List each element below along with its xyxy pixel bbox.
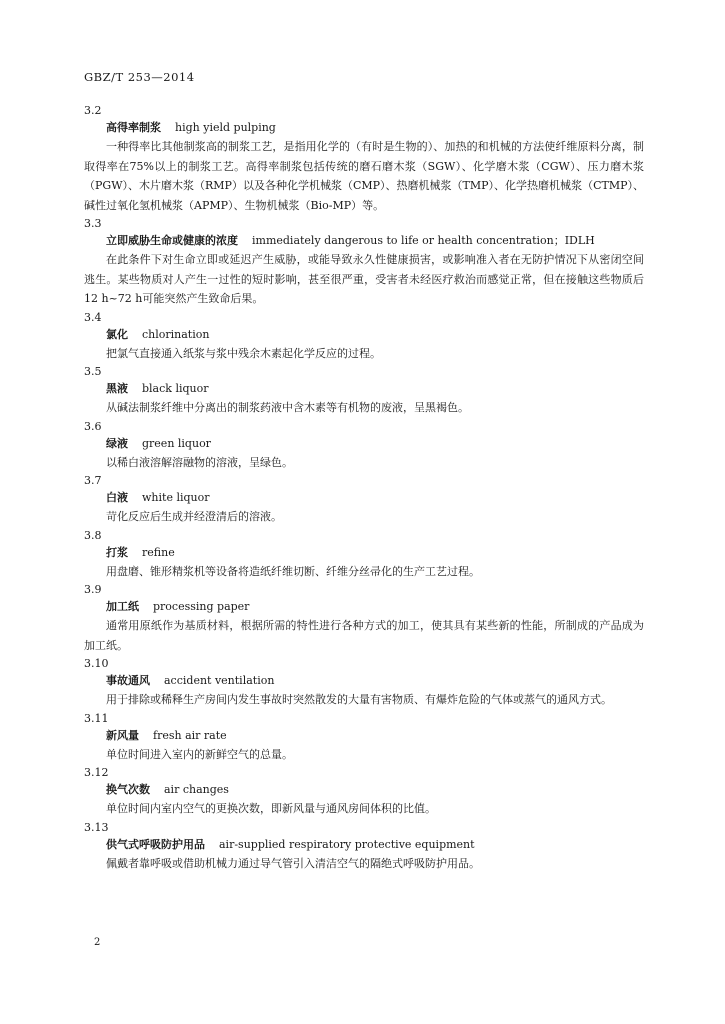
term-chinese: 黑液: [106, 382, 128, 395]
term-definition: 在此条件下对生命立即或延迟产生威胁，或能导致永久性健康损害，或影响准入者在无防护情况下从密闭空间逃生。某些物质对人产生一过性的短时影响，甚至很严重，受害者未经医疗救治而感觉正常，但在接触这些物质后12 h~72 h可能突然产生致命后果。: [84, 253, 644, 305]
definition-entry: [84, 311, 644, 364]
term-chinese: 白液: [106, 491, 128, 504]
clause-number: 3.12: [84, 766, 109, 779]
term-english: green liquor: [142, 436, 211, 450]
standard-id-header: GBZ/T 253—2014: [84, 70, 195, 84]
term-english: air-supplied respiratory protective equipment: [219, 837, 475, 851]
term-english: accident ventilation: [164, 674, 275, 687]
term-definition: 佩戴者靠呼吸或借助机械力通过导气管引入清洁空气的隔绝式呼吸防护用品。: [106, 856, 480, 870]
clause-number: 3.6: [84, 419, 102, 433]
term-definition: 苛化反应后生成并经澄清后的溶液。: [106, 510, 282, 523]
term-definition: 单位时间内室内空气的更换次数，即新风量与通风房间体积的比值。: [106, 802, 436, 815]
definition-entry: [84, 529, 644, 582]
clause-number: 3.10: [84, 657, 109, 670]
term-heading: [84, 436, 644, 453]
definition-entry: [84, 583, 644, 655]
term-english: immediately dangerous to life or health concentration；IDLH: [252, 234, 595, 247]
clause-number: 3.9: [84, 583, 102, 596]
term-heading: [84, 599, 644, 616]
term-heading: [84, 782, 644, 799]
definition-entry: [84, 474, 644, 527]
term-english: chlorination: [142, 327, 210, 341]
definition-entry: [84, 365, 644, 418]
term-english: white liquor: [142, 491, 210, 504]
clause-number: 3.11: [84, 711, 109, 725]
term-heading: [84, 120, 644, 137]
term-definition: 一种得率比其他制浆高的制浆工艺，是指用化学的（有时是生物的）、加热的和机械的方法使纤维原料分离，制取得率在75%以上的制浆工艺。高得率制浆包括传统的磨石磨木浆（SGW）、化学磨木浆（CGW）、压力磨木浆（PGW）、木片磨木浆（RMP）以及各种化学机械浆（CMP）、热磨机械浆（TMP）、化学热磨机械浆（CTMP）、碱性过氧化氢机械浆（APMP）、生物机械浆（Bio-MP）等。: [84, 140, 644, 212]
term-english: fresh air rate: [153, 728, 227, 742]
clause-number: 3.3: [84, 217, 102, 230]
term-heading: [84, 490, 644, 507]
definition-entry: [84, 821, 644, 874]
definition-entry: [84, 104, 644, 215]
clause-number: 3.13: [84, 820, 109, 834]
clause-number: 3.2: [84, 104, 102, 117]
clause-number: 3.5: [84, 365, 102, 378]
term-heading: [84, 673, 644, 690]
term-definition: 以稀白液溶解溶融物的溶液，呈绿色。: [106, 455, 293, 469]
term-english: black liquor: [142, 382, 209, 395]
term-chinese: 打浆: [106, 545, 128, 559]
term-chinese: 绿液: [106, 436, 128, 450]
definitions-list: [84, 104, 644, 875]
definition-entry: [84, 217, 644, 309]
definition-entry: [84, 657, 644, 710]
term-definition: 单位时间进入室内的新鲜空气的总量。: [106, 747, 293, 761]
definition-entry: [84, 712, 644, 765]
term-chinese: 事故通风: [106, 674, 150, 687]
term-heading: [84, 545, 644, 562]
term-heading: [84, 837, 644, 854]
clause-number: 3.4: [84, 310, 102, 324]
term-heading: [84, 327, 644, 344]
term-chinese: 加工纸: [106, 600, 139, 613]
term-definition: 通常用原纸作为基质材料，根据所需的特性进行各种方式的加工，使其具有某些新的性能，所制成的产品成为加工纸。: [84, 619, 644, 652]
term-heading: [84, 728, 644, 745]
term-definition: 从碱法制浆纤维中分离出的制浆药液中含木素等有机物的废液，呈黑褐色。: [106, 401, 469, 414]
term-heading: [84, 233, 644, 250]
term-english: high yield pulping: [175, 121, 276, 134]
term-chinese: 供气式呼吸防护用品: [106, 837, 205, 851]
term-definition: 用于排除或稀释生产房间内发生事故时突然散发的大量有害物质、有爆炸危险的气体或蒸气的通风方式。: [106, 693, 612, 706]
clause-number: 3.7: [84, 474, 102, 487]
term-chinese: 氯化: [106, 327, 128, 341]
term-english: processing paper: [153, 600, 250, 613]
term-chinese: 立即威胁生命或健康的浓度: [106, 234, 238, 247]
term-definition: 把氯气直接通入纸浆与浆中残余木素起化学反应的过程。: [106, 346, 381, 360]
term-definition: 用盘磨、锥形精浆机等设备将造纸纤维切断、纤维分丝帚化的生产工艺过程。: [106, 564, 480, 578]
page-number: 2: [94, 937, 101, 948]
term-english: air changes: [164, 783, 229, 796]
clause-number: 3.8: [84, 528, 102, 542]
term-chinese: 高得率制浆: [106, 121, 161, 134]
definition-entry: [84, 420, 644, 473]
term-heading: [84, 381, 644, 398]
definition-entry: [84, 766, 644, 819]
term-english: refine: [142, 545, 175, 559]
term-chinese: 新风量: [106, 728, 139, 742]
term-chinese: 换气次数: [106, 783, 150, 796]
